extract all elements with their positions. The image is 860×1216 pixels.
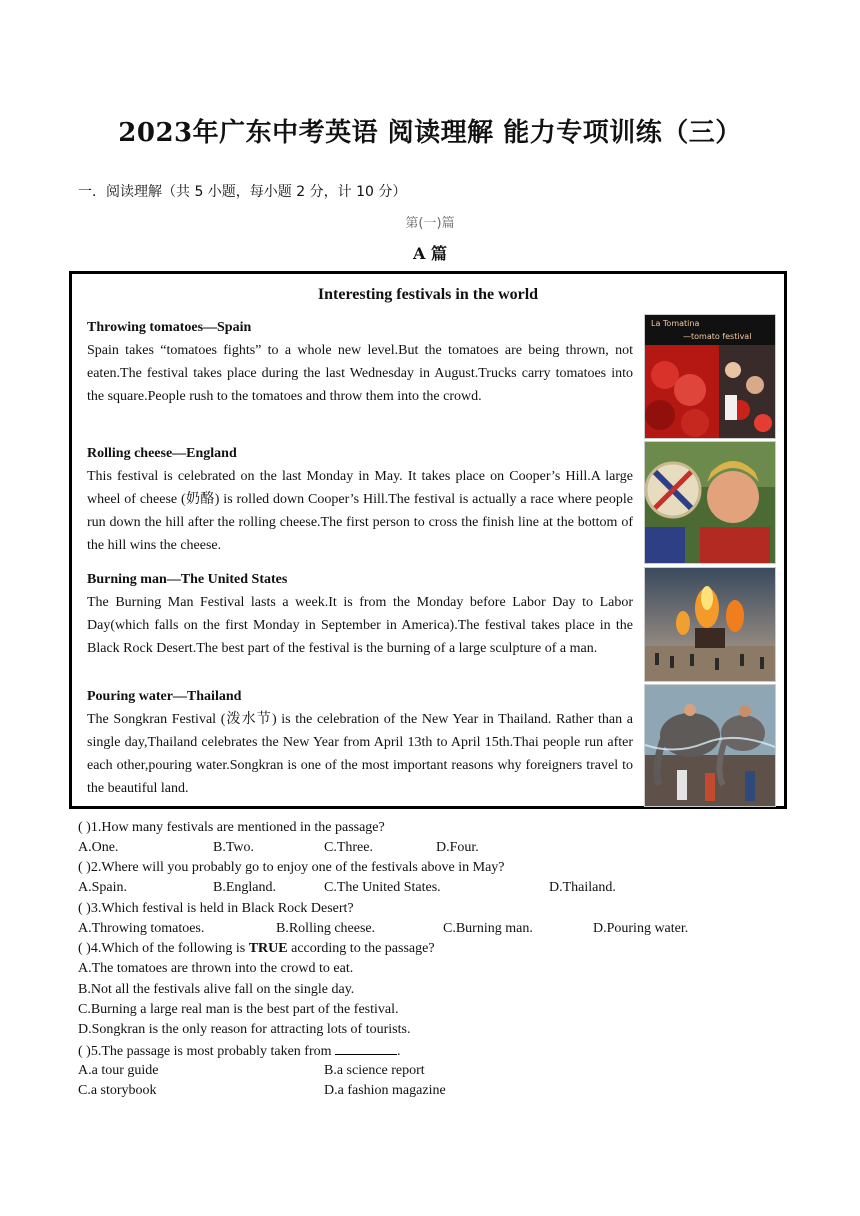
festival-heading: Rolling cheese—England [87, 446, 237, 461]
question-stem: 4.Which of the following is [90, 941, 249, 956]
question-stem: 2.Where will you probably go to enjoy one of the festivals above in May? [90, 860, 505, 875]
fill-in-blank[interactable] [335, 1042, 397, 1055]
option-c: C.The United States. [324, 880, 441, 895]
tomato-festival-photo [644, 314, 776, 439]
option-a: A.The tomatoes are thrown into the crowd to eat. [78, 961, 354, 976]
option-a: A.Throwing tomatoes. [78, 921, 205, 936]
festival-heading: Pouring water—Thailand [87, 689, 242, 704]
option-d: D.Four. [436, 840, 479, 855]
question-stem: 1.How many festivals are mentioned in the passage? [90, 820, 385, 835]
section-heading: 一．阅读理解（共 5 小题，每小题 2 分，计 10 分） [78, 184, 407, 200]
question-stem-end: . [397, 1044, 401, 1059]
option-b: B.a science report [324, 1063, 425, 1078]
answer-blank[interactable]: ( ) [78, 901, 91, 916]
option-a: A.Spain. [78, 880, 127, 895]
option-b: B.Two. [213, 840, 255, 855]
question-3 [78, 901, 354, 917]
option-b: B.England. [213, 880, 276, 895]
burning-man-photo [644, 567, 776, 682]
option-d: D.Songkran is the only reason for attracting lots of tourists. [78, 1022, 411, 1037]
option-d: D.Pouring water. [593, 921, 689, 936]
answer-blank[interactable]: ( ) [78, 1044, 91, 1059]
question-2 [78, 860, 505, 876]
festival-heading: Burning man—The United States [87, 572, 288, 587]
option-b: B.Not all the festivals alive fall on the single day. [78, 982, 355, 997]
option-c: C.a storybook [78, 1083, 157, 1098]
festival-text: The Songkran Festival (泼水节) is the celebration of the New Year in Thailand. Rather than a single day,Thailand celebrates the New Year from April 13th to April 15th.Thai people run after each other,pouring water.Songkran is one of the most important reasons why foreigners travel to the beautiful land. [87, 712, 633, 796]
festival-spain [87, 316, 633, 408]
option-d: D.Thailand. [549, 880, 616, 895]
songkran-photo [644, 684, 776, 807]
answer-blank[interactable]: ( ) [78, 820, 91, 835]
article-title: Interesting festivals in the world [317, 286, 539, 303]
festival-text: Spain takes “tomatoes fights” to a whole new level.But the tomatoes are being thrown, not eaten.The festival takes place during the last Wednesday in August.Trucks carry tomatoes into the square.People rush to the tomatoes and throw them into the crowd. [87, 343, 633, 404]
question-4 [78, 941, 435, 957]
page-title: 2023年广东中考英语 阅读理解 能力专项训练（三） [118, 118, 742, 148]
option-c: C.Three. [324, 840, 373, 855]
option-b: B.Rolling cheese. [276, 921, 376, 936]
photo-caption-2: —tomato festival [683, 332, 752, 341]
option-a: A.a tour guide [78, 1063, 159, 1078]
festival-heading: Throwing tomatoes—Spain [87, 320, 252, 335]
option-c: C.Burning a large real man is the best part of the festival. [78, 1002, 399, 1017]
festival-thailand [87, 685, 633, 800]
option-d: D.a fashion magazine [324, 1083, 446, 1098]
festival-text: This festival is celebrated on the last Monday in May. It takes place on Cooper’s Hill.A large wheel of cheese (奶酪) is rolled down Cooper’s Hill.The festival is actually a race where people run down the hill after the rolling cheese.The first person to cross the finish line at the bottom of the hill wins the cheese. [87, 469, 633, 553]
article-box [69, 271, 787, 809]
cheese-rolling-photo [644, 441, 776, 564]
festival-england [87, 442, 633, 557]
article-label: A 篇 [413, 244, 447, 263]
question-stem-end: according to the passage? [287, 941, 435, 956]
festival-text: The Burning Man Festival lasts a week.It is from the Monday before Labor Day to Labor Day(which falls on the first Monday in September in America).The festival takes place in the Black Rock Desert.The best part of the festival is the burning of a large sculpture of a man. [87, 595, 633, 656]
answer-blank[interactable]: ( ) [78, 860, 91, 875]
question-stem: 5.The passage is most probably taken from [90, 1044, 335, 1059]
option-c: C.Burning man. [443, 921, 533, 936]
question-stem: 3.Which festival is held in Black Rock Desert? [90, 901, 354, 916]
question-emphasis: TRUE [248, 941, 288, 956]
option-a: A.One. [78, 840, 119, 855]
question-1 [78, 820, 385, 836]
festival-usa [87, 568, 633, 660]
photo-caption-1: La Tomatina [651, 319, 700, 328]
part-label: 第(一)篇 [405, 216, 455, 231]
answer-blank[interactable]: ( ) [78, 941, 91, 956]
question-5 [78, 1042, 401, 1060]
